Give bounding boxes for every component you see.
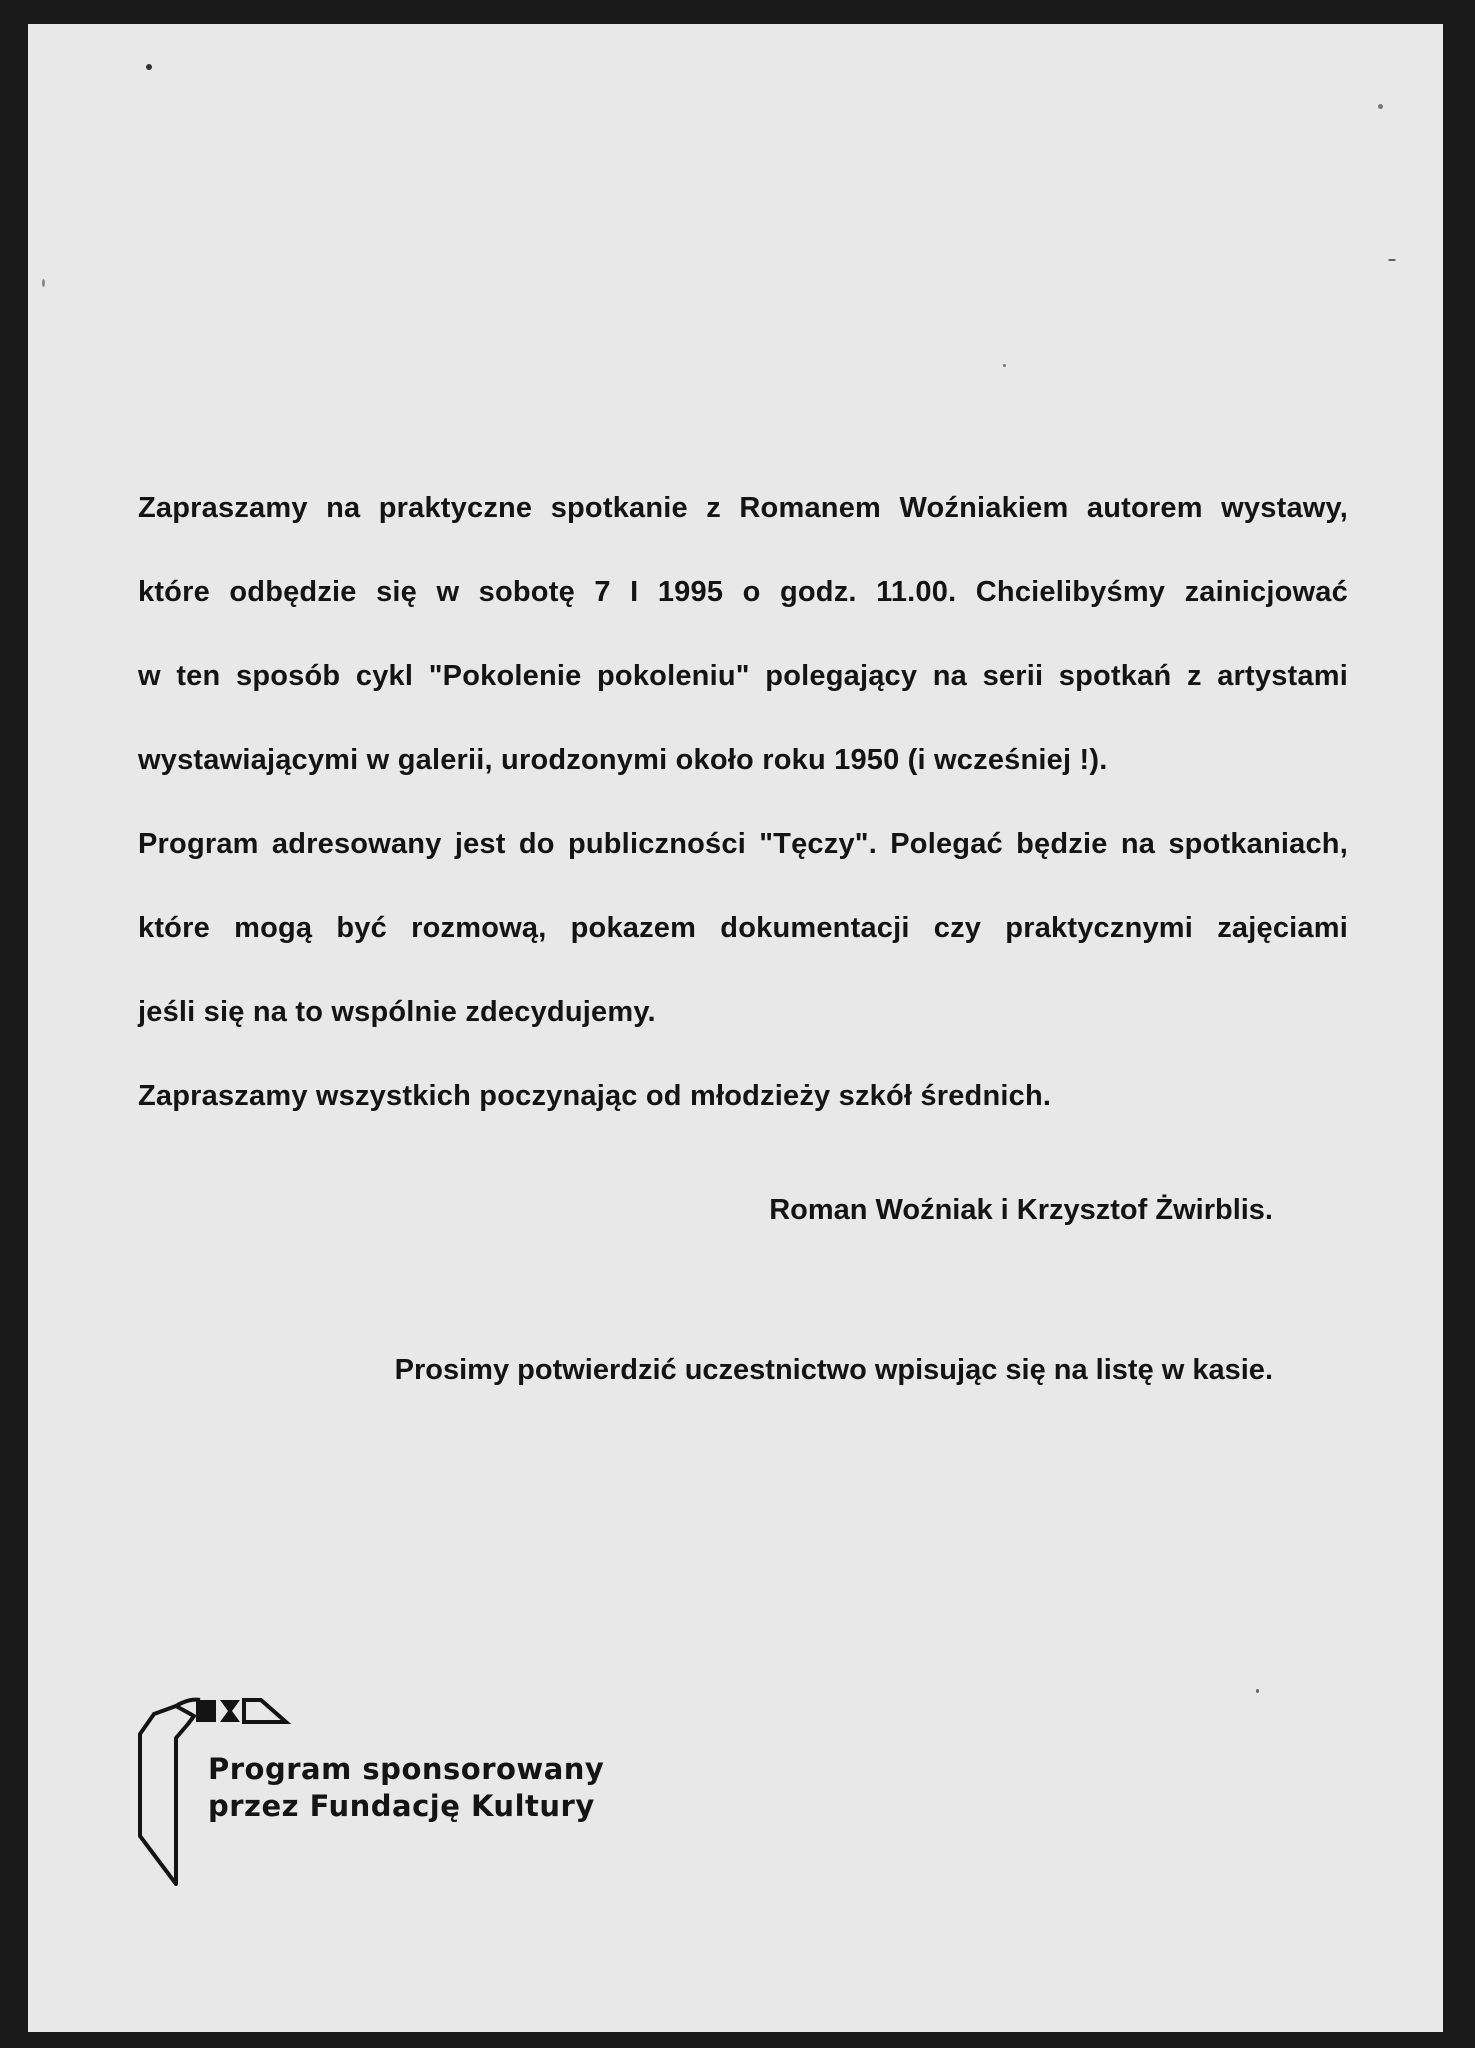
word: pokoleniu" bbox=[597, 660, 750, 692]
paper-speck bbox=[1256, 1689, 1259, 1693]
paper-speck bbox=[1388, 259, 1396, 261]
word: Polegać bbox=[890, 828, 1003, 860]
word: sobotę bbox=[478, 576, 575, 608]
word: Zapraszamy bbox=[138, 492, 308, 524]
word: publiczności bbox=[567, 828, 746, 860]
word: praktycznymi bbox=[1005, 912, 1194, 944]
word: spotkań bbox=[1058, 660, 1172, 692]
document-page bbox=[28, 24, 1443, 2032]
word: rozmową, bbox=[411, 912, 547, 944]
sponsor-line-2: przez Fundację Kultury bbox=[208, 1789, 595, 1823]
word: na bbox=[1120, 828, 1156, 860]
letter-line-2 bbox=[138, 550, 1348, 634]
letter-line-1 bbox=[138, 466, 1348, 550]
word: wystawy, bbox=[1221, 492, 1348, 524]
word: które bbox=[138, 912, 210, 944]
word: które bbox=[138, 576, 210, 608]
letter-line-7: jeśli się na to wspólnie zdecydujemy. bbox=[138, 996, 656, 1028]
letter-body bbox=[138, 466, 1348, 1138]
paper-speck bbox=[146, 64, 152, 70]
word: odbędzie bbox=[229, 576, 357, 608]
word: Program bbox=[138, 828, 259, 860]
word: "Tęczy". bbox=[759, 828, 877, 860]
word: cykl bbox=[355, 660, 414, 692]
word: jest bbox=[454, 828, 506, 860]
word: 1995 bbox=[657, 576, 724, 608]
word: na bbox=[326, 492, 361, 524]
word: spotkaniach, bbox=[1168, 828, 1348, 860]
word: 11.00. bbox=[876, 576, 957, 608]
word: się bbox=[376, 576, 417, 608]
word: pokazem bbox=[570, 912, 697, 944]
letter-line-5 bbox=[138, 802, 1348, 886]
word: sposób bbox=[236, 660, 341, 692]
word: Romanem bbox=[739, 492, 882, 524]
word: polegający bbox=[765, 660, 918, 692]
word: dokumentacji bbox=[720, 912, 910, 944]
word: artystami bbox=[1217, 660, 1348, 692]
word: do bbox=[518, 828, 555, 860]
sponsor-note bbox=[208, 1751, 604, 1825]
signature: Roman Woźniak i Krzysztof Żwirblis. bbox=[769, 1194, 1273, 1226]
word: zajęciami bbox=[1217, 912, 1348, 944]
word: Woźniakiem bbox=[899, 492, 1069, 524]
word: godz. bbox=[779, 576, 857, 608]
word: o bbox=[742, 576, 761, 608]
sponsor-line-1: Program sponsorowany bbox=[208, 1752, 605, 1786]
letter-line-3 bbox=[138, 634, 1348, 718]
word: praktyczne bbox=[378, 492, 533, 524]
paper-speck bbox=[1003, 364, 1006, 367]
word: być bbox=[336, 912, 387, 944]
letter-line-8: Zapraszamy wszystkich poczynając od młodzieży szkół średnich. bbox=[138, 1080, 1052, 1112]
word: będzie bbox=[1016, 828, 1108, 860]
word: I bbox=[630, 576, 639, 608]
word: spotkanie bbox=[550, 492, 688, 524]
word: ten bbox=[176, 660, 221, 692]
word: 7 bbox=[594, 576, 611, 608]
word: w bbox=[436, 576, 460, 608]
letter-line-4: wystawiającymi w galerii, urodzonymi około roku 1950 (i wcześniej !). bbox=[138, 744, 1108, 776]
word: Chcielibyśmy bbox=[975, 576, 1166, 608]
word: "Pokolenie bbox=[428, 660, 582, 692]
word: z bbox=[1186, 660, 1202, 692]
word: autorem bbox=[1086, 492, 1203, 524]
word: adresowany bbox=[271, 828, 442, 860]
word: na bbox=[932, 660, 967, 692]
word: mogą bbox=[234, 912, 313, 944]
word: zainicjować bbox=[1184, 576, 1348, 608]
rsvp-note: Prosimy potwierdzić uczestnictwo wpisując się na listę w kasie. bbox=[394, 1354, 1273, 1386]
word: w bbox=[138, 660, 161, 692]
letter-line-6 bbox=[138, 886, 1348, 970]
paper-speck bbox=[42, 279, 45, 287]
paper-speck bbox=[1378, 104, 1383, 109]
word: czy bbox=[933, 912, 982, 944]
word: serii bbox=[982, 660, 1044, 692]
word: z bbox=[706, 492, 721, 524]
